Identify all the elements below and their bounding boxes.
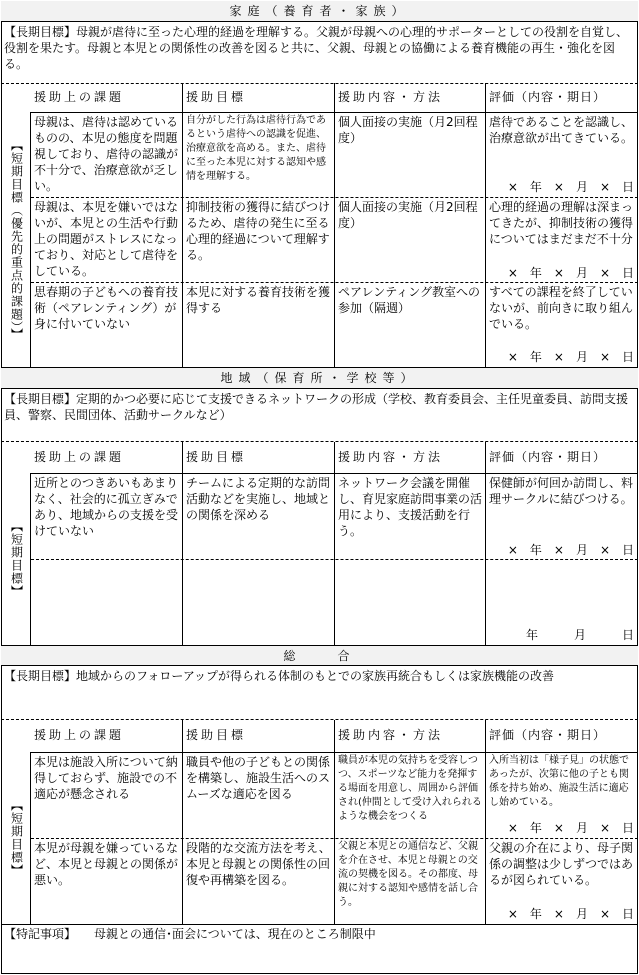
community-row1-goal: チームによる定期的な訪問活動などを実施し、地域との関係を深める bbox=[186, 476, 331, 522]
divider bbox=[334, 83, 335, 367]
family-short-term-side-label: 【短期目標（優先的重点的課題）】 bbox=[9, 138, 24, 341]
divider bbox=[30, 752, 31, 924]
overall-short-term-side-label: 【短期目標】 bbox=[9, 799, 24, 877]
family-row2-goal: 抑制技術の獲得に結びつけるため、虐待の発生に至る心理的経過について理解する。 bbox=[186, 200, 331, 262]
divider bbox=[334, 720, 335, 924]
family-header-method: 援助内容・方法 bbox=[338, 90, 444, 104]
overall-row1-issue: 本児は施設入所について納得しておらず、施設での不適応が懸念される bbox=[34, 755, 178, 801]
support-plan-sheet bbox=[1, 1, 638, 974]
family-long-term-goal bbox=[1, 23, 638, 81]
divider bbox=[334, 442, 335, 645]
community-row2-issue bbox=[31, 560, 182, 644]
divider bbox=[182, 442, 183, 645]
overall-long-term-goal bbox=[1, 667, 638, 717]
divider bbox=[485, 83, 486, 367]
family-row1-date: × 年 × 月 × 日 bbox=[507, 180, 634, 194]
special-notes-label: 【特記事項】 bbox=[4, 927, 71, 941]
family-long-term-text: 母親が虐待に至った心理的経過を理解する。父親が母親への心理的サポーターとしての役割を自覚し、役割を果たす。母親と本児との関係性の改善を図ると共に、父親、母親との協働による養育機能の再生・強化を図る。 bbox=[4, 25, 629, 71]
family-row2-issue: 母親は、本児を嫌いではないが、本児との生活や行動上の問題がストレスになっており、対応として虐待をしている。 bbox=[34, 200, 179, 278]
community-header-issue: 援助上の課題 bbox=[34, 450, 125, 464]
community-long-term-label: 【長期目標】 bbox=[4, 392, 77, 406]
overall-header-goal: 援助目標 bbox=[186, 728, 247, 742]
family-header-issue: 援助上の課題 bbox=[34, 90, 125, 104]
community-row1-method: ネットワーク会議を開催し、育児家庭訪問事業の活用により、支援活動を行う。 bbox=[338, 476, 483, 538]
divider bbox=[182, 720, 183, 924]
family-row2-method: 個人面接の実施（月2回程度） bbox=[338, 200, 478, 230]
divider bbox=[30, 112, 31, 367]
family-row3-goal: 本児に対する養育技術を獲得する bbox=[186, 285, 331, 315]
community-long-term-text: 定期的かつ必要に応じて支援できるネットワークの形成（学校、教育委員会、主任児童委員、訪問支援員、警察、民間団体、活動サークルなど） bbox=[4, 392, 629, 422]
family-row1-goal: 自分がした行為は虐待行為であるという虐待への認識を促進、治療意欲を高める。また、虐待に至った本児に対する認知や感情を理解する。 bbox=[186, 115, 326, 182]
family-long-term-label: 【長期目標】 bbox=[4, 25, 77, 39]
divider bbox=[485, 442, 486, 645]
community-header-goal: 援助目標 bbox=[186, 450, 247, 464]
family-row3-issue: 思春期の子どもへの養育技術（ペアレンティング）が身に付いていない bbox=[34, 285, 179, 331]
family-row2-date: × 年 × 月 × 日 bbox=[507, 266, 634, 280]
overall-row1-evaluation: 入所当初は「様子見」の状態であったが、次第に他の子とも関係を持ち始め、施設生活に適応し始めている。 bbox=[489, 755, 629, 808]
community-long-term-goal bbox=[1, 390, 638, 440]
community-row1-issue: 近所とのつきあいもあまりなく、社会的に孤立ぎみであり、地域からの支援を受けていない bbox=[34, 476, 179, 538]
overall-long-term-label: 【長期目標】 bbox=[4, 669, 77, 683]
overall-header-method: 援助内容・方法 bbox=[338, 728, 444, 742]
family-header-evaluation: 評価（内容・期日） bbox=[489, 90, 607, 104]
family-row2-evaluation: 心理的経過の理解は深まってきたが、抑制技術の獲得についてはまだまだ不十分 bbox=[489, 200, 634, 246]
community-row1-date: × 年 × 月 × 日 bbox=[507, 543, 634, 557]
overall-row1-goal: 職員や他の子どもとの関係を構築し、施設生活へのスムーズな適応を図る bbox=[186, 755, 331, 801]
family-row3-method: ペアレンティング教室への参加（隔週） bbox=[338, 285, 481, 315]
overall-row2-goal: 段階的な交流方法を考え、本児と母親との関係性の回復や再構築を図る。 bbox=[186, 841, 331, 887]
family-row1-issue: 母親は、虐待は認めているものの、本児の態度を問題視しており、虐待の認識が不十分で、治療意欲が乏しい。 bbox=[34, 115, 179, 193]
family-section-title: 家庭（養育者・家族） bbox=[1, 1, 638, 22]
overall-row2-method: 父親と本児との通信など、父親を介在させ、本児と母親との交流の契機を図る。その都度、母親に対する認知や感情を話し合う。 bbox=[338, 841, 478, 908]
divider bbox=[182, 83, 183, 367]
family-row1-method: 個人面接の実施（月2回程度） bbox=[338, 115, 478, 145]
overall-row1-method: 職員が本児の気持ちを受容しつつ、スポーツなど能力を発揮する場面を用意し、周囲から評価され(仲間として受け入れられるような機会をつくる bbox=[338, 755, 482, 822]
family-row3-date: × 年 × 月 × 日 bbox=[507, 350, 634, 364]
community-row2-date: 年 月 日 bbox=[525, 628, 634, 642]
community-header-method: 援助内容・方法 bbox=[338, 450, 444, 464]
overall-row2-date: × 年 × 月 × 日 bbox=[507, 907, 634, 921]
overall-header-issue: 援助上の課題 bbox=[34, 728, 125, 742]
community-row2-goal bbox=[183, 560, 334, 644]
divider bbox=[485, 720, 486, 924]
community-short-term-side-label: 【短期目標】 bbox=[9, 520, 24, 598]
overall-header-evaluation: 評価（内容・期日） bbox=[489, 728, 607, 742]
divider bbox=[30, 473, 31, 645]
family-row3-evaluation: すべての課程を終了していないが、前向きに取り組んでいる。 bbox=[489, 285, 634, 331]
community-row1-evaluation: 保健師が何回か訪問し、料理サークルに結びつける。 bbox=[489, 476, 634, 506]
overall-row2-evaluation: 父親の介在により、母子関係の調整は少しずつではあるが図られている。 bbox=[489, 841, 634, 887]
community-header-evaluation: 評価（内容・期日） bbox=[489, 450, 607, 464]
family-row1-evaluation: 虐待であることを認識し、治療意欲が出てきている。 bbox=[489, 115, 634, 145]
overall-row2-issue: 本児が母親を嫌っているなど、本児と母親との関係が悪い。 bbox=[34, 841, 179, 887]
community-section-title: 地域（保育所・学校等） bbox=[1, 367, 638, 389]
community-row2-method bbox=[335, 560, 485, 644]
special-notes-text: 母親との通信･面会については、現在のところ制限中 bbox=[94, 927, 376, 941]
special-notes bbox=[1, 925, 638, 973]
family-header-goal: 援助目標 bbox=[186, 90, 247, 104]
community-row2-evaluation bbox=[486, 560, 638, 620]
overall-row1-date: × 年 × 月 × 日 bbox=[507, 821, 634, 835]
overall-long-term-text: 地域からのフォローアップが得られる体制のもとでの家族再統合もしくは家族機能の改善 bbox=[76, 669, 554, 683]
overall-section-title: 総 合 bbox=[1, 645, 638, 666]
